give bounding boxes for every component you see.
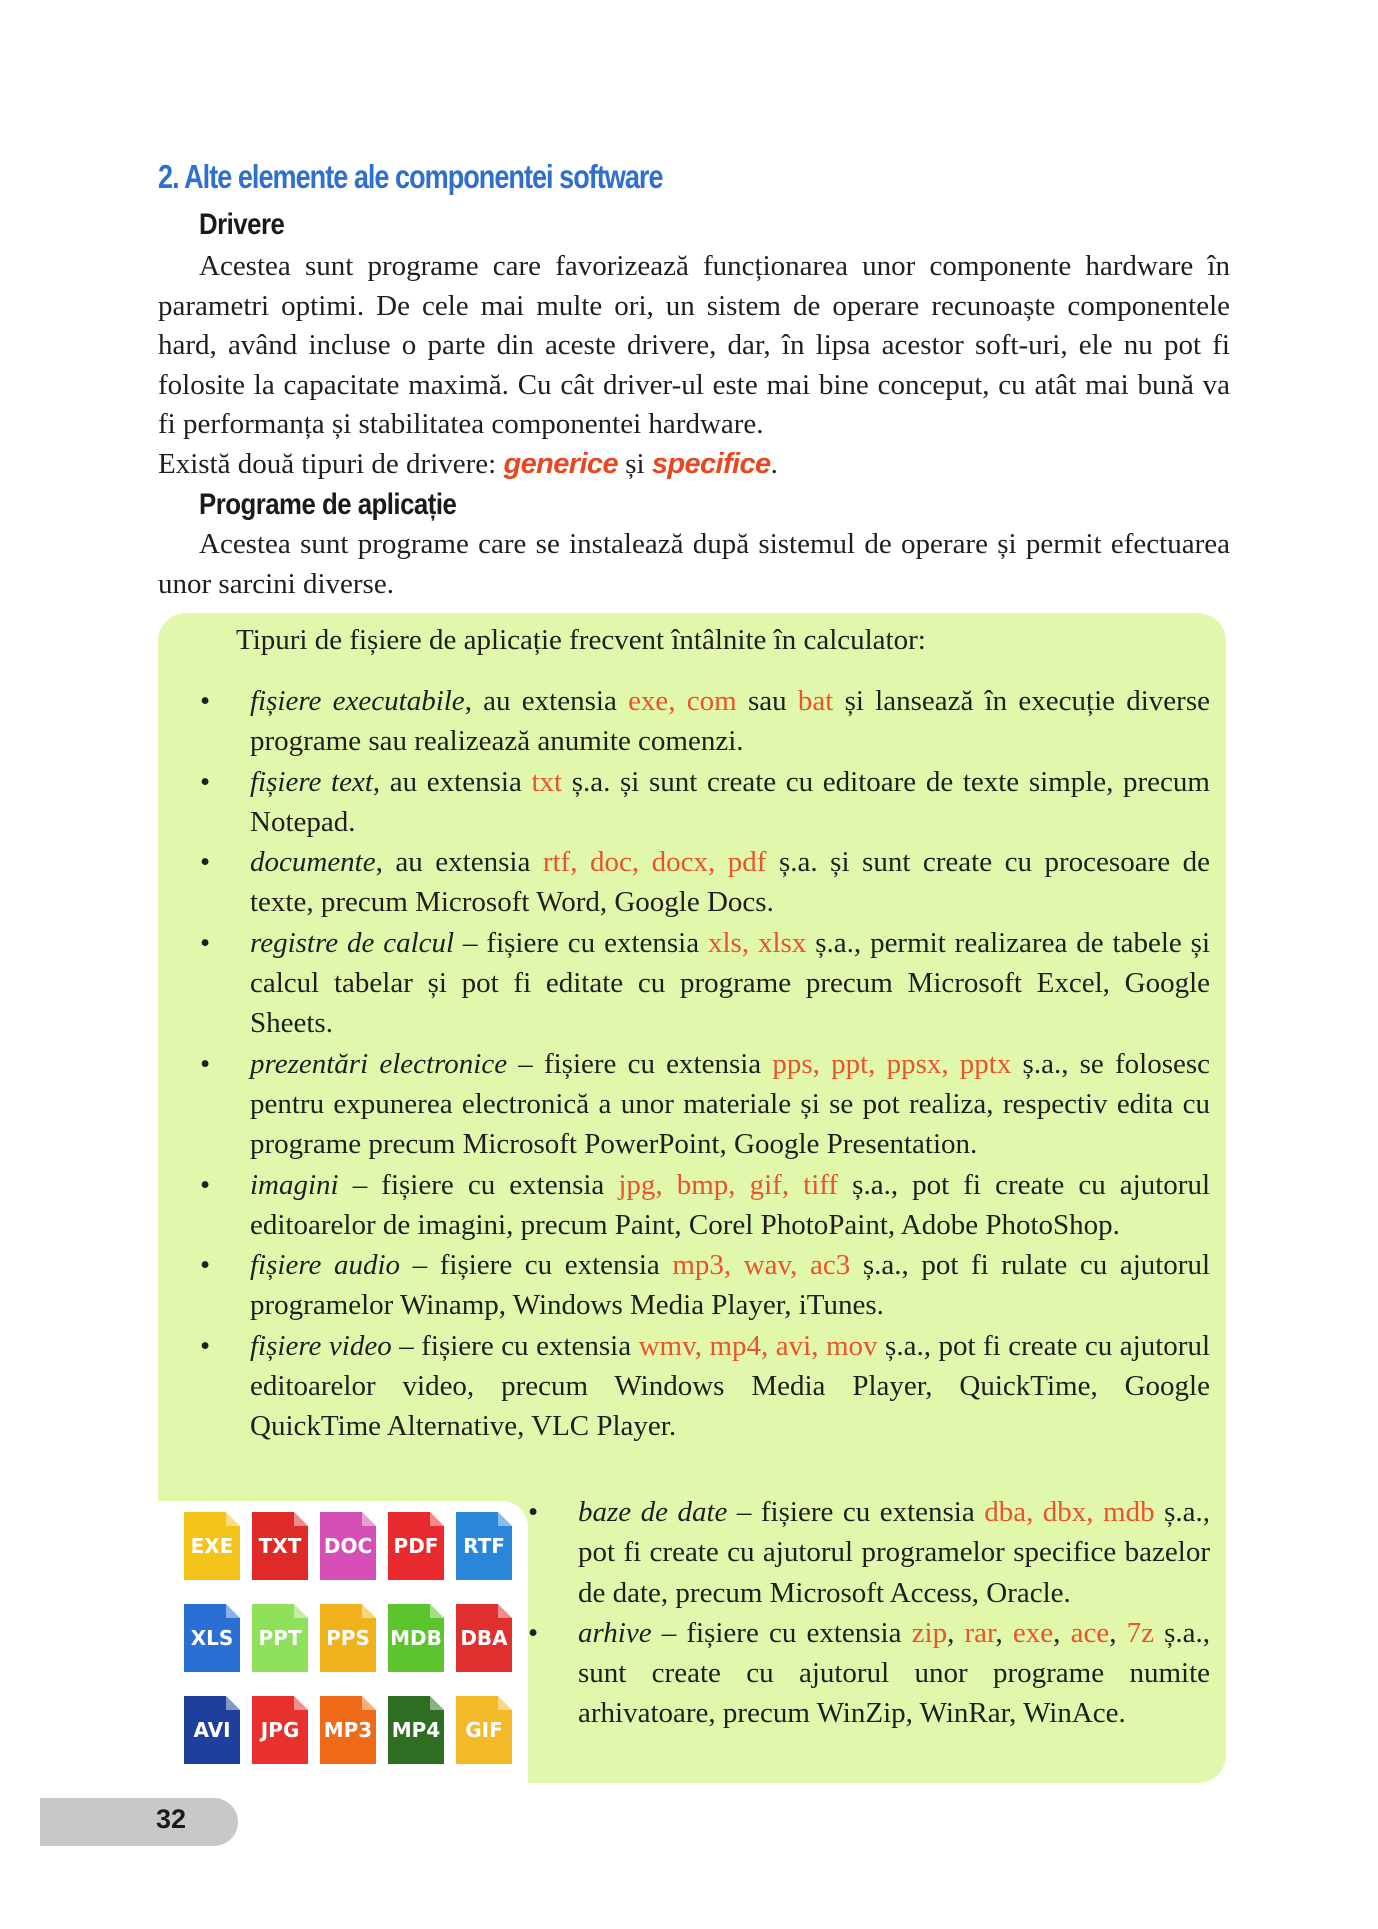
- driver-types-line: [158, 445, 1230, 485]
- rtf-file-icon: [456, 1512, 512, 1580]
- file-icon-label: MP3: [323, 1718, 373, 1742]
- driver-types-and: și: [617, 447, 652, 480]
- file-icon-label: EXE: [190, 1534, 234, 1558]
- bullet-icon: •: [200, 1168, 211, 1201]
- item-text: , au extensia: [375, 846, 543, 879]
- bullet-icon: •: [200, 846, 211, 879]
- mp3-file-icon: [320, 1696, 376, 1764]
- extension: rtf, doc, docx, pdf: [542, 846, 767, 879]
- file-types-intro: Tipuri de fișiere de aplicație frecvent întâlnite în calculator:: [236, 624, 926, 656]
- file-icon-label: MDB: [390, 1626, 442, 1650]
- separator: ,: [995, 1616, 1013, 1649]
- doc-file-icon: [320, 1512, 376, 1580]
- txt-file-icon: [252, 1512, 308, 1580]
- list-item: [200, 1044, 1211, 1165]
- file-icon-label: GIF: [465, 1718, 503, 1742]
- driver-types-end: .: [770, 447, 778, 480]
- separator: ,: [947, 1616, 965, 1649]
- file-type-term: prezentări electronice: [250, 1047, 508, 1080]
- file-type-term: registre de calcul: [250, 926, 455, 959]
- bullet-icon: •: [200, 1249, 211, 1282]
- list-item: [200, 1245, 1211, 1326]
- item-text: ș.a., permit realizarea de tabele și calcul tabelar și pot fi editate cu programe precum Microsoft Excel, Google Sheets.: [250, 926, 1210, 1040]
- file-types-list-continued: [528, 1492, 1211, 1734]
- driver-types-prefix: Există două tipuri de drivere:: [158, 447, 504, 480]
- item-text: ș.a., pot fi create cu ajutorul programelor specifice bazelor de date, precum Microsoft Access, Oracle.: [578, 1496, 1210, 1609]
- item-text: – fișiere cu extensia: [507, 1047, 773, 1080]
- extension: bat: [797, 685, 834, 717]
- file-icon-label: PDF: [393, 1534, 439, 1558]
- file-icon-label: TXT: [258, 1534, 302, 1558]
- drivers-heading: Drivere: [199, 208, 285, 241]
- item-text: ș.a. și sunt create cu procesoare de texte, precum Microsoft Word, Google Docs.: [250, 846, 1211, 919]
- item-text: ș.a., pot fi create cu ajutorul editoarelor de imagini, precum Paint, Corel PhotoPaint, Adobe PhotoShop.: [250, 1168, 1210, 1241]
- extension: exe: [1012, 1616, 1054, 1649]
- file-type-term: fișiere executabile: [250, 685, 465, 717]
- extension: dba, dbx, mdb: [984, 1496, 1155, 1528]
- bullet-icon: •: [200, 685, 211, 717]
- extension: 7z: [1126, 1616, 1154, 1649]
- apps-paragraph: Acestea sunt programe care se instalează după sistemul de operare și permit efectuarea unor sarcini diverse.: [158, 528, 1230, 600]
- file-icon-label: MP4: [391, 1718, 441, 1742]
- item-text: – fișiere cu extensia: [338, 1168, 619, 1201]
- list-item: [528, 1492, 1210, 1613]
- bullet-icon: •: [528, 1496, 539, 1528]
- extension: wmv, mp4, avi, mov: [638, 1329, 878, 1362]
- file-icon-label: RTF: [463, 1534, 505, 1558]
- extension: jpg, bmp, gif, tiff: [618, 1168, 839, 1201]
- file-icon-label: PPS: [326, 1626, 370, 1650]
- mdb-file-icon: [388, 1604, 444, 1672]
- list-item: [200, 681, 1210, 762]
- item-text: ș.a., se folosesc pentru expunerea electronică a unor materiale și se pot realiza, respectiv edita cu programe precum Microsoft PowerPoint, Google Presentation.: [250, 1047, 1211, 1161]
- item-text: ș.a., sunt create cu ajutorul unor programe numite arhivatoare, precum WinZip, WinRar, WinAce.: [578, 1616, 1211, 1730]
- file-icon-label: AVI: [193, 1718, 231, 1742]
- file-type-term: documente: [250, 846, 376, 879]
- avi-file-icon: [184, 1696, 240, 1764]
- file-icon-label: JPG: [260, 1718, 300, 1742]
- item-text: sau: [736, 685, 798, 717]
- item-text: – fișiere cu extensia: [454, 926, 708, 959]
- list-item: [528, 1613, 1211, 1734]
- item-text: – fișiere cu extensia: [727, 1496, 985, 1528]
- drivers-paragraph: [158, 247, 1230, 484]
- page-number: 32: [156, 1804, 187, 1834]
- dba-file-icon: [456, 1604, 512, 1672]
- list-item: [200, 842, 1211, 923]
- file-icons-grid: [178, 1508, 518, 1768]
- extension: exe, com: [628, 685, 737, 717]
- item-text: , au extensia: [464, 685, 629, 717]
- extension: ace: [1070, 1616, 1110, 1649]
- file-type-term: baze de date: [578, 1496, 728, 1528]
- list-item: [200, 1326, 1211, 1447]
- ppt-file-icon: [252, 1604, 308, 1672]
- item-text: , au extensia: [372, 765, 532, 798]
- item-text: ș.a. și sunt create cu editoare de texte simple, precum Notepad.: [250, 765, 1210, 838]
- bullet-icon: •: [200, 1329, 211, 1362]
- extension: pps, ppt, ppsx, pptx: [772, 1047, 1012, 1080]
- bullet-icon: •: [200, 1047, 211, 1080]
- page-number-tab: [40, 1798, 238, 1846]
- extension: mp3, wav, ac3: [672, 1249, 851, 1282]
- extension: txt: [531, 765, 563, 798]
- bullet-icon: •: [528, 1616, 539, 1649]
- driver-type-specific: specifice: [651, 447, 771, 480]
- bullet-icon: •: [200, 765, 211, 798]
- item-text: – fișiere cu extensia: [391, 1329, 639, 1362]
- mp4-file-icon: [388, 1696, 444, 1764]
- file-type-term: fișiere text: [250, 765, 373, 798]
- driver-type-generic: generice: [503, 447, 618, 480]
- file-icon-label: XLS: [190, 1626, 234, 1650]
- file-type-term: arhive: [578, 1616, 652, 1649]
- drivers-text: Acestea sunt programe care favorizează funcționarea unor componente hardware în parametri optimi. De cele mai multe ori, un sistem de operare recunoaște componentele hard, având incluse o parte din aceste drivere, dar, în lipsa acestor soft-uri, ele nu pot fi folosite la capacitate maximă. Cu cât driver-ul este mai bine conceput, cu atât mai bună va fi performanța și stabilitatea componentei hardware.: [158, 250, 1230, 440]
- file-type-term: fișiere audio: [250, 1249, 401, 1282]
- exe-file-icon: [184, 1512, 240, 1580]
- file-types-list: [200, 681, 1211, 1447]
- separator: ,: [1053, 1616, 1071, 1649]
- file-type-term: imagini: [250, 1168, 339, 1201]
- list-item: [200, 923, 1210, 1044]
- jpg-file-icon: [252, 1696, 308, 1764]
- pdf-file-icon: [388, 1512, 444, 1580]
- section-title: 2. Alte elemente ale componentei software: [158, 158, 663, 195]
- item-text: ș.a., pot fi rulate cu ajutorul programelor Winamp, Windows Media Player, iTunes.: [250, 1249, 1211, 1322]
- item-text: ș.a., pot fi create cu ajutorul editoarelor video, precum Windows Media Player, QuickTime, Google QuickTime Alternative, VLC Player.: [250, 1329, 1211, 1443]
- separator: ,: [1109, 1616, 1127, 1649]
- list-item: [200, 1165, 1210, 1246]
- apps-heading: Programe de aplicație: [199, 488, 457, 521]
- item-text: – fișiere cu extensia: [400, 1249, 673, 1282]
- gif-file-icon: [456, 1696, 512, 1764]
- file-icon-label: DBA: [460, 1626, 508, 1650]
- extension: zip: [911, 1616, 948, 1649]
- file-icon-label: PPT: [258, 1626, 302, 1650]
- item-text: și lansează în execuție diverse programe sau realizează anumite comenzi.: [250, 685, 1210, 758]
- file-icon-label: DOC: [323, 1534, 373, 1558]
- extension: rar: [964, 1616, 996, 1649]
- file-type-term: fișiere video: [250, 1329, 392, 1362]
- list-item: [200, 762, 1210, 843]
- extension: xls, xlsx: [708, 926, 807, 959]
- item-text: – fișiere cu extensia: [651, 1616, 912, 1649]
- bullet-icon: •: [200, 926, 211, 959]
- xls-file-icon: [184, 1604, 240, 1672]
- pps-file-icon: [320, 1604, 376, 1672]
